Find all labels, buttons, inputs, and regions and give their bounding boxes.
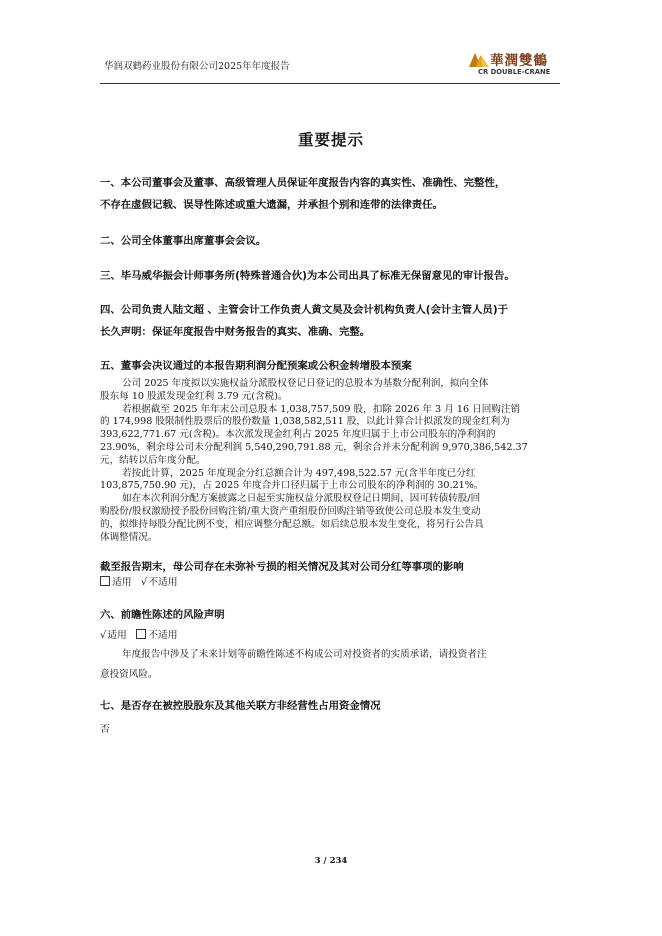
logo-english-text: CR DOUBLE-CRANE: [478, 68, 551, 76]
dividend-p3-line-1: 若按此计算，2025 年度现金分红总额合计为 497,498,522.57 元(含半年度已分红: [122, 467, 476, 479]
section-1-line-2: 不存在虚假记载、误导性陈述或重大遗漏，并承担个别和连带的法律责任。: [100, 199, 443, 211]
uncovered-loss-heading: 截至报告期末，母公司存在未弥补亏损的相关情况及其对公司分红等事项的影响: [100, 561, 464, 574]
dividend-p2-line-2: 的 174,998 股限制性股票后的股份数量 1,038,582,511 股，以此计算合计拟派发的现金红利为: [100, 416, 510, 428]
checkmark-icon: √: [140, 577, 148, 589]
section-4-line-2: 长久声明：保证年度报告中财务报告的真实、准确、完整。: [100, 326, 371, 338]
forward-looking-statement: [100, 645, 563, 685]
crane-logo-icon: [468, 48, 490, 70]
dividend-p4-line-1: 如在本次利润分配方案披露之日起至实施权益分派股权登记日期间，因可转债转股/回: [122, 493, 481, 505]
dividend-paragraph-4: [100, 493, 563, 544]
dividend-p3-line-2: 103,875,750.90 元)，占 2025 年度合并口径归属于上市公司股东的净利润的 30.21%。: [100, 480, 484, 492]
section-6-options: [100, 629, 563, 643]
dividend-paragraph-2: [100, 404, 563, 468]
page-number: 3 / 234: [314, 856, 348, 866]
page-title: 重要提示: [297, 131, 364, 149]
section-4-line-1: 四、公司负责人陆文超 、主管会计工作负责人黄文昊及会计机构负责人(会计主管人员)于: [100, 304, 508, 316]
loss-option-not-applicable: 不适用: [148, 577, 178, 589]
dividend-p1-line-1: 公司 2025 年度拟以实施权益分派股权登记日登记的总股本为基数分配利润，拟向全体: [122, 378, 489, 389]
section-1-heading: [100, 172, 563, 216]
dividend-p2-line-5: 元，结转以后年度分配。: [100, 454, 206, 466]
section-1-line-1: 一、本公司董事会及董事、高级管理人员保证年度报告内容的真实性、准确性、完整性，: [100, 177, 506, 189]
checkmark-icon: √: [100, 630, 107, 642]
logo-chinese-text: 華潤雙鶴: [490, 53, 548, 69]
dividend-p4-line-3: 的，拟维持每股分配比例不变，相应调整分配总额。如后续总股本发生变化，将另行公告具: [100, 518, 484, 530]
section-6-heading: 六、前瞻性陈述的风险声明: [100, 609, 225, 622]
s6-option-applicable: 适用: [107, 630, 127, 642]
dividend-paragraph-3: [100, 468, 563, 494]
dividend-paragraph-1: [100, 378, 563, 404]
forward-looking-line-1: 年度报告中涉及了未来计划等前瞻性陈述不构成公司对投资者的实质承诺，请投资者注: [122, 649, 487, 661]
document-body: [100, 172, 563, 737]
dividend-p2-line-3: 393,622,771.67 元(含税)。本次派发现金红利占 2025 年度归属于上市公司股东的净利润的: [100, 429, 496, 441]
section-5-heading: 五、董事会决议通过的本报告期利润分配预案或公积金转增股本预案: [100, 360, 412, 372]
dividend-p4-line-2: 购股份/股权激励授予股份回购注销/重大资产重组股份回购注销等致使公司总股本发生变动: [100, 505, 481, 517]
section-7-answer: 否: [100, 724, 110, 736]
dividend-p4-line-4: 体调整情况。: [100, 531, 158, 543]
company-logo: [468, 46, 572, 80]
unchecked-box-icon: [136, 629, 146, 639]
loss-option-applicable: 适用: [112, 577, 132, 589]
unchecked-box-icon: [100, 576, 110, 586]
uncovered-loss-options: [100, 576, 563, 590]
forward-looking-line-2: 意投资风险。: [100, 669, 158, 681]
dividend-p2-line-1: 若根据截至 2025 年年末公司总股本 1,038,757,509 股，扣除 2026 年 3 月 16 日回购注销: [122, 403, 521, 415]
report-header-title: 华润双鹤药业股份有限公司2025年年度报告: [104, 61, 290, 72]
dividend-p1-line-2: 股东每 10 股派发现金红利 3.79 元(含税)。: [100, 390, 288, 402]
header-rule: [100, 83, 560, 84]
section-2-heading: 二、公司全体董事出席董事会会议。: [100, 235, 267, 247]
section-7-heading: 七、是否存在被控股股东及其他关联方非经营性占用资金情况: [100, 700, 381, 713]
section-4-heading: [100, 299, 563, 343]
s6-option-not-applicable: 不适用: [148, 630, 178, 642]
section-3-heading: 三、毕马威华振会计师事务所(特殊普通合伙)为本公司出具了标准无保留意见的审计报告。: [100, 270, 515, 282]
dividend-p2-line-4: 23.90%，剩余母公司未分配利润 5,540,290,791.88 元，剩余合并未分配利润 9,970,386,542.37: [100, 441, 528, 453]
